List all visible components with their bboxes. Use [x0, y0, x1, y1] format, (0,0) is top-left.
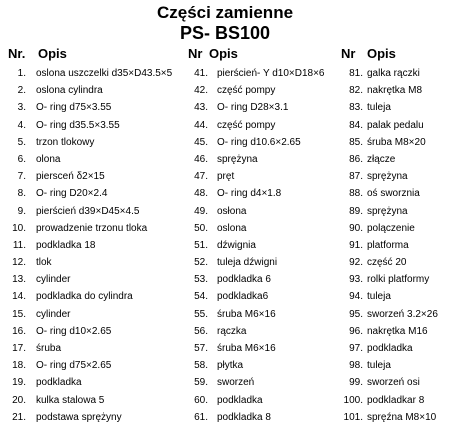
- part-description: prowadzenie trzonu tloka: [36, 222, 148, 234]
- part-number: 86.: [349, 153, 363, 165]
- part-number: 96.: [349, 325, 363, 337]
- part-number: 92.: [349, 257, 363, 269]
- part-row: [0, 288, 183, 305]
- part-description: tuleja: [367, 102, 391, 114]
- part-number: 2.: [17, 85, 26, 97]
- part-row: [336, 220, 450, 237]
- part-number: 6.: [17, 153, 26, 165]
- part-number: 41.: [194, 68, 208, 79]
- part-number: 18.: [12, 360, 26, 372]
- part-number: 85.: [349, 136, 363, 148]
- part-row: [186, 271, 336, 288]
- part-row: [0, 392, 183, 409]
- part-number: 1.: [17, 68, 26, 79]
- nr-header: Nr: [188, 46, 203, 61]
- part-row: [0, 220, 183, 237]
- part-description: podkladka do cylindra: [36, 291, 133, 303]
- part-description: O- ring d75×2.65: [36, 360, 112, 372]
- part-row: [186, 392, 336, 409]
- part-description: O- ring d35.5×3.55: [36, 119, 120, 131]
- parts-list: [336, 65, 450, 426]
- part-number: 8.: [17, 188, 26, 200]
- part-row: [336, 254, 450, 271]
- part-description: pręt: [217, 171, 235, 183]
- part-description: trzon tlokowy: [36, 136, 95, 148]
- part-row: [186, 203, 336, 220]
- part-description: podkladka 6: [217, 274, 271, 286]
- part-number: 51.: [194, 239, 208, 251]
- part-number: 16.: [12, 325, 26, 337]
- part-row: [186, 288, 336, 305]
- part-row: [0, 99, 183, 116]
- parts-column-1: [0, 45, 183, 424]
- parts-list: [186, 65, 336, 426]
- part-description: tlok: [36, 257, 52, 269]
- part-description: tuleja: [367, 360, 391, 372]
- part-description: O- ring d10.6×2.65: [217, 136, 301, 148]
- part-row: [336, 168, 450, 185]
- part-description: dźwignia: [217, 239, 256, 251]
- part-row: [0, 168, 183, 185]
- part-number: 101.: [343, 411, 363, 423]
- part-number: 89.: [349, 205, 363, 217]
- part-description: pierścień- Y d10×D18×6: [217, 68, 325, 79]
- part-row: [186, 185, 336, 202]
- part-row: [186, 134, 336, 151]
- part-description: oś sworznia: [367, 188, 420, 200]
- part-row: [336, 237, 450, 254]
- part-row: [336, 271, 450, 288]
- part-description: śruba M6×16: [217, 343, 276, 354]
- part-number: 56.: [194, 325, 208, 337]
- part-number: 53.: [194, 274, 208, 286]
- part-number: 46.: [194, 153, 208, 165]
- part-description: osłona: [217, 205, 247, 217]
- part-number: 57.: [194, 343, 208, 354]
- part-row: [336, 134, 450, 151]
- part-row: [0, 134, 183, 151]
- part-row: [336, 117, 450, 134]
- part-row: [186, 65, 336, 82]
- nr-header: Nr.: [8, 46, 26, 61]
- part-row: [0, 151, 183, 168]
- part-row: [186, 151, 336, 168]
- model-subtitle: PS- BS100: [179, 23, 271, 43]
- part-number: 83.: [349, 102, 363, 114]
- part-number: 13.: [12, 274, 26, 286]
- part-description: podkladka6: [217, 291, 269, 303]
- part-row: [186, 237, 336, 254]
- part-row: [0, 65, 183, 82]
- part-description: palak pedalu: [367, 119, 424, 131]
- part-number: 82.: [349, 85, 363, 97]
- part-number: 17.: [12, 343, 26, 354]
- part-description: podkladka: [36, 377, 82, 389]
- part-description: część pompy: [217, 119, 276, 131]
- part-number: 15.: [12, 308, 26, 320]
- part-row: [336, 99, 450, 116]
- parts-list: [0, 65, 183, 426]
- part-row: [336, 65, 450, 82]
- part-number: 55.: [194, 308, 208, 320]
- part-row: [0, 323, 183, 340]
- part-description: śruba M8×20: [367, 136, 426, 148]
- part-row: [336, 82, 450, 99]
- part-row: [336, 203, 450, 220]
- part-row: [186, 323, 336, 340]
- part-description: część pompy: [217, 85, 276, 97]
- part-number: 52.: [194, 257, 208, 269]
- part-description: tuleja: [367, 291, 391, 303]
- part-number: 84.: [349, 119, 363, 131]
- part-row: [336, 357, 450, 374]
- part-description: oslona uszczelki d35×D43.5×5: [36, 68, 173, 79]
- part-number: 88.: [349, 188, 363, 200]
- part-row: [186, 357, 336, 374]
- part-row: [0, 340, 183, 357]
- opis-header: Opis: [209, 46, 238, 61]
- part-description: rolki platformy: [367, 274, 430, 286]
- part-description: platforma: [367, 239, 409, 251]
- part-number: 4.: [17, 119, 26, 131]
- part-description: podkladka: [367, 343, 413, 354]
- part-row: [0, 409, 183, 426]
- part-description: sworzeń: [217, 377, 255, 389]
- part-description: piersceń δ2×15: [36, 171, 105, 183]
- part-row: [186, 306, 336, 323]
- part-number: 47.: [194, 171, 208, 183]
- part-description: sprężyna: [367, 171, 408, 183]
- part-row: [186, 99, 336, 116]
- part-number: 61.: [194, 411, 208, 423]
- part-row: [186, 220, 336, 237]
- part-description: śruba: [36, 343, 62, 354]
- parts-column-2: [186, 45, 336, 424]
- part-number: 9.: [17, 205, 26, 217]
- part-row: [336, 185, 450, 202]
- part-description: O- ring D20×2.4: [36, 188, 108, 200]
- part-description: sprężyna: [367, 205, 408, 217]
- part-row: [0, 82, 183, 99]
- part-number: 54.: [194, 291, 208, 303]
- part-description: tuleja dźwigni: [217, 257, 278, 269]
- part-number: 21.: [12, 411, 26, 423]
- part-description: sprężyna: [217, 153, 258, 165]
- part-description: złącze: [367, 153, 396, 165]
- part-number: 94.: [349, 291, 363, 303]
- part-description: O- ring d10×2.65: [36, 325, 112, 337]
- part-number: 42.: [194, 85, 208, 97]
- part-description: spręźna M8×10: [367, 411, 437, 423]
- part-row: [0, 185, 183, 202]
- part-row: [336, 374, 450, 391]
- part-description: kulka stalowa 5: [36, 394, 105, 406]
- part-row: [186, 254, 336, 271]
- part-description: podkladka: [217, 394, 263, 406]
- part-description: cylinder: [36, 274, 71, 286]
- part-number: 44.: [194, 119, 208, 131]
- part-number: 99.: [349, 377, 363, 389]
- part-description: oslona cylindra: [36, 85, 103, 97]
- part-number: 49.: [194, 205, 208, 217]
- part-description: część 20: [367, 257, 407, 269]
- part-row: [336, 288, 450, 305]
- part-number: 50.: [194, 222, 208, 234]
- part-description: podstawa sprężyny: [36, 411, 122, 423]
- part-description: płytka: [217, 360, 244, 372]
- part-row: [186, 168, 336, 185]
- column-header: [186, 45, 336, 63]
- part-row: [336, 151, 450, 168]
- part-number: 97.: [349, 343, 363, 354]
- part-number: 91.: [349, 239, 363, 251]
- part-description: podkladka 8: [217, 411, 271, 423]
- part-row: [0, 374, 183, 391]
- part-description: O- ring d4×1.8: [217, 188, 282, 200]
- part-number: 95.: [349, 308, 363, 320]
- part-row: [0, 203, 183, 220]
- part-description: nakrętka M8: [367, 85, 423, 97]
- parts-column-3: [336, 45, 450, 424]
- part-number: 60.: [194, 394, 208, 406]
- part-row: [336, 323, 450, 340]
- part-number: 87.: [349, 171, 363, 183]
- part-number: 48.: [194, 188, 208, 200]
- opis-header: Opis: [38, 46, 67, 61]
- part-row: [186, 374, 336, 391]
- part-number: 5.: [17, 136, 26, 148]
- part-number: 43.: [194, 102, 208, 114]
- part-row: [0, 237, 183, 254]
- part-number: 20.: [12, 394, 26, 406]
- part-row: [0, 117, 183, 134]
- part-row: [186, 340, 336, 357]
- part-description: nakrętka M16: [367, 325, 428, 337]
- part-row: [186, 117, 336, 134]
- opis-header: Opis: [367, 46, 396, 61]
- part-number: 12.: [12, 257, 26, 269]
- part-row: [186, 409, 336, 426]
- part-description: śruba M6×16: [217, 308, 276, 320]
- part-row: [336, 409, 450, 426]
- part-description: O- ring d75×3.55: [36, 102, 112, 114]
- part-description: galka rączki: [367, 68, 420, 79]
- part-number: 14.: [12, 291, 26, 303]
- part-row: [336, 392, 450, 409]
- part-row: [186, 82, 336, 99]
- part-number: 19.: [12, 377, 26, 389]
- part-description: polączenie: [367, 222, 415, 234]
- part-number: 7.: [17, 171, 26, 183]
- part-number: 45.: [194, 136, 208, 148]
- part-number: 90.: [349, 222, 363, 234]
- part-description: rączka: [217, 325, 247, 337]
- part-description: cylinder: [36, 308, 71, 320]
- part-number: 3.: [17, 102, 26, 114]
- part-number: 98.: [349, 360, 363, 372]
- part-number: 10.: [12, 222, 26, 234]
- part-number: 11.: [12, 239, 26, 251]
- part-row: [0, 271, 183, 288]
- part-description: sworzeń osi: [367, 377, 420, 389]
- part-number: 58.: [194, 360, 208, 372]
- part-description: podkladka 18: [36, 239, 96, 251]
- part-row: [336, 340, 450, 357]
- column-header: [336, 45, 450, 63]
- column-header: [0, 45, 183, 63]
- part-description: podkladkar 8: [367, 394, 425, 406]
- part-description: pierścień d39×D45×4.5: [36, 205, 140, 217]
- part-description: O- ring D28×3.1: [217, 102, 289, 114]
- nr-header: Nr: [341, 46, 356, 61]
- part-number: 81.: [349, 68, 363, 79]
- part-number: 100.: [343, 394, 363, 406]
- page-title: Części zamienne: [156, 3, 294, 22]
- part-row: [0, 254, 183, 271]
- part-description: oslona: [217, 222, 247, 234]
- part-row: [0, 357, 183, 374]
- part-description: sworzeń 3.2×26: [367, 308, 438, 320]
- part-number: 93.: [349, 274, 363, 286]
- part-row: [0, 306, 183, 323]
- part-row: [336, 306, 450, 323]
- part-number: 59.: [194, 377, 208, 389]
- part-description: olona: [36, 153, 61, 165]
